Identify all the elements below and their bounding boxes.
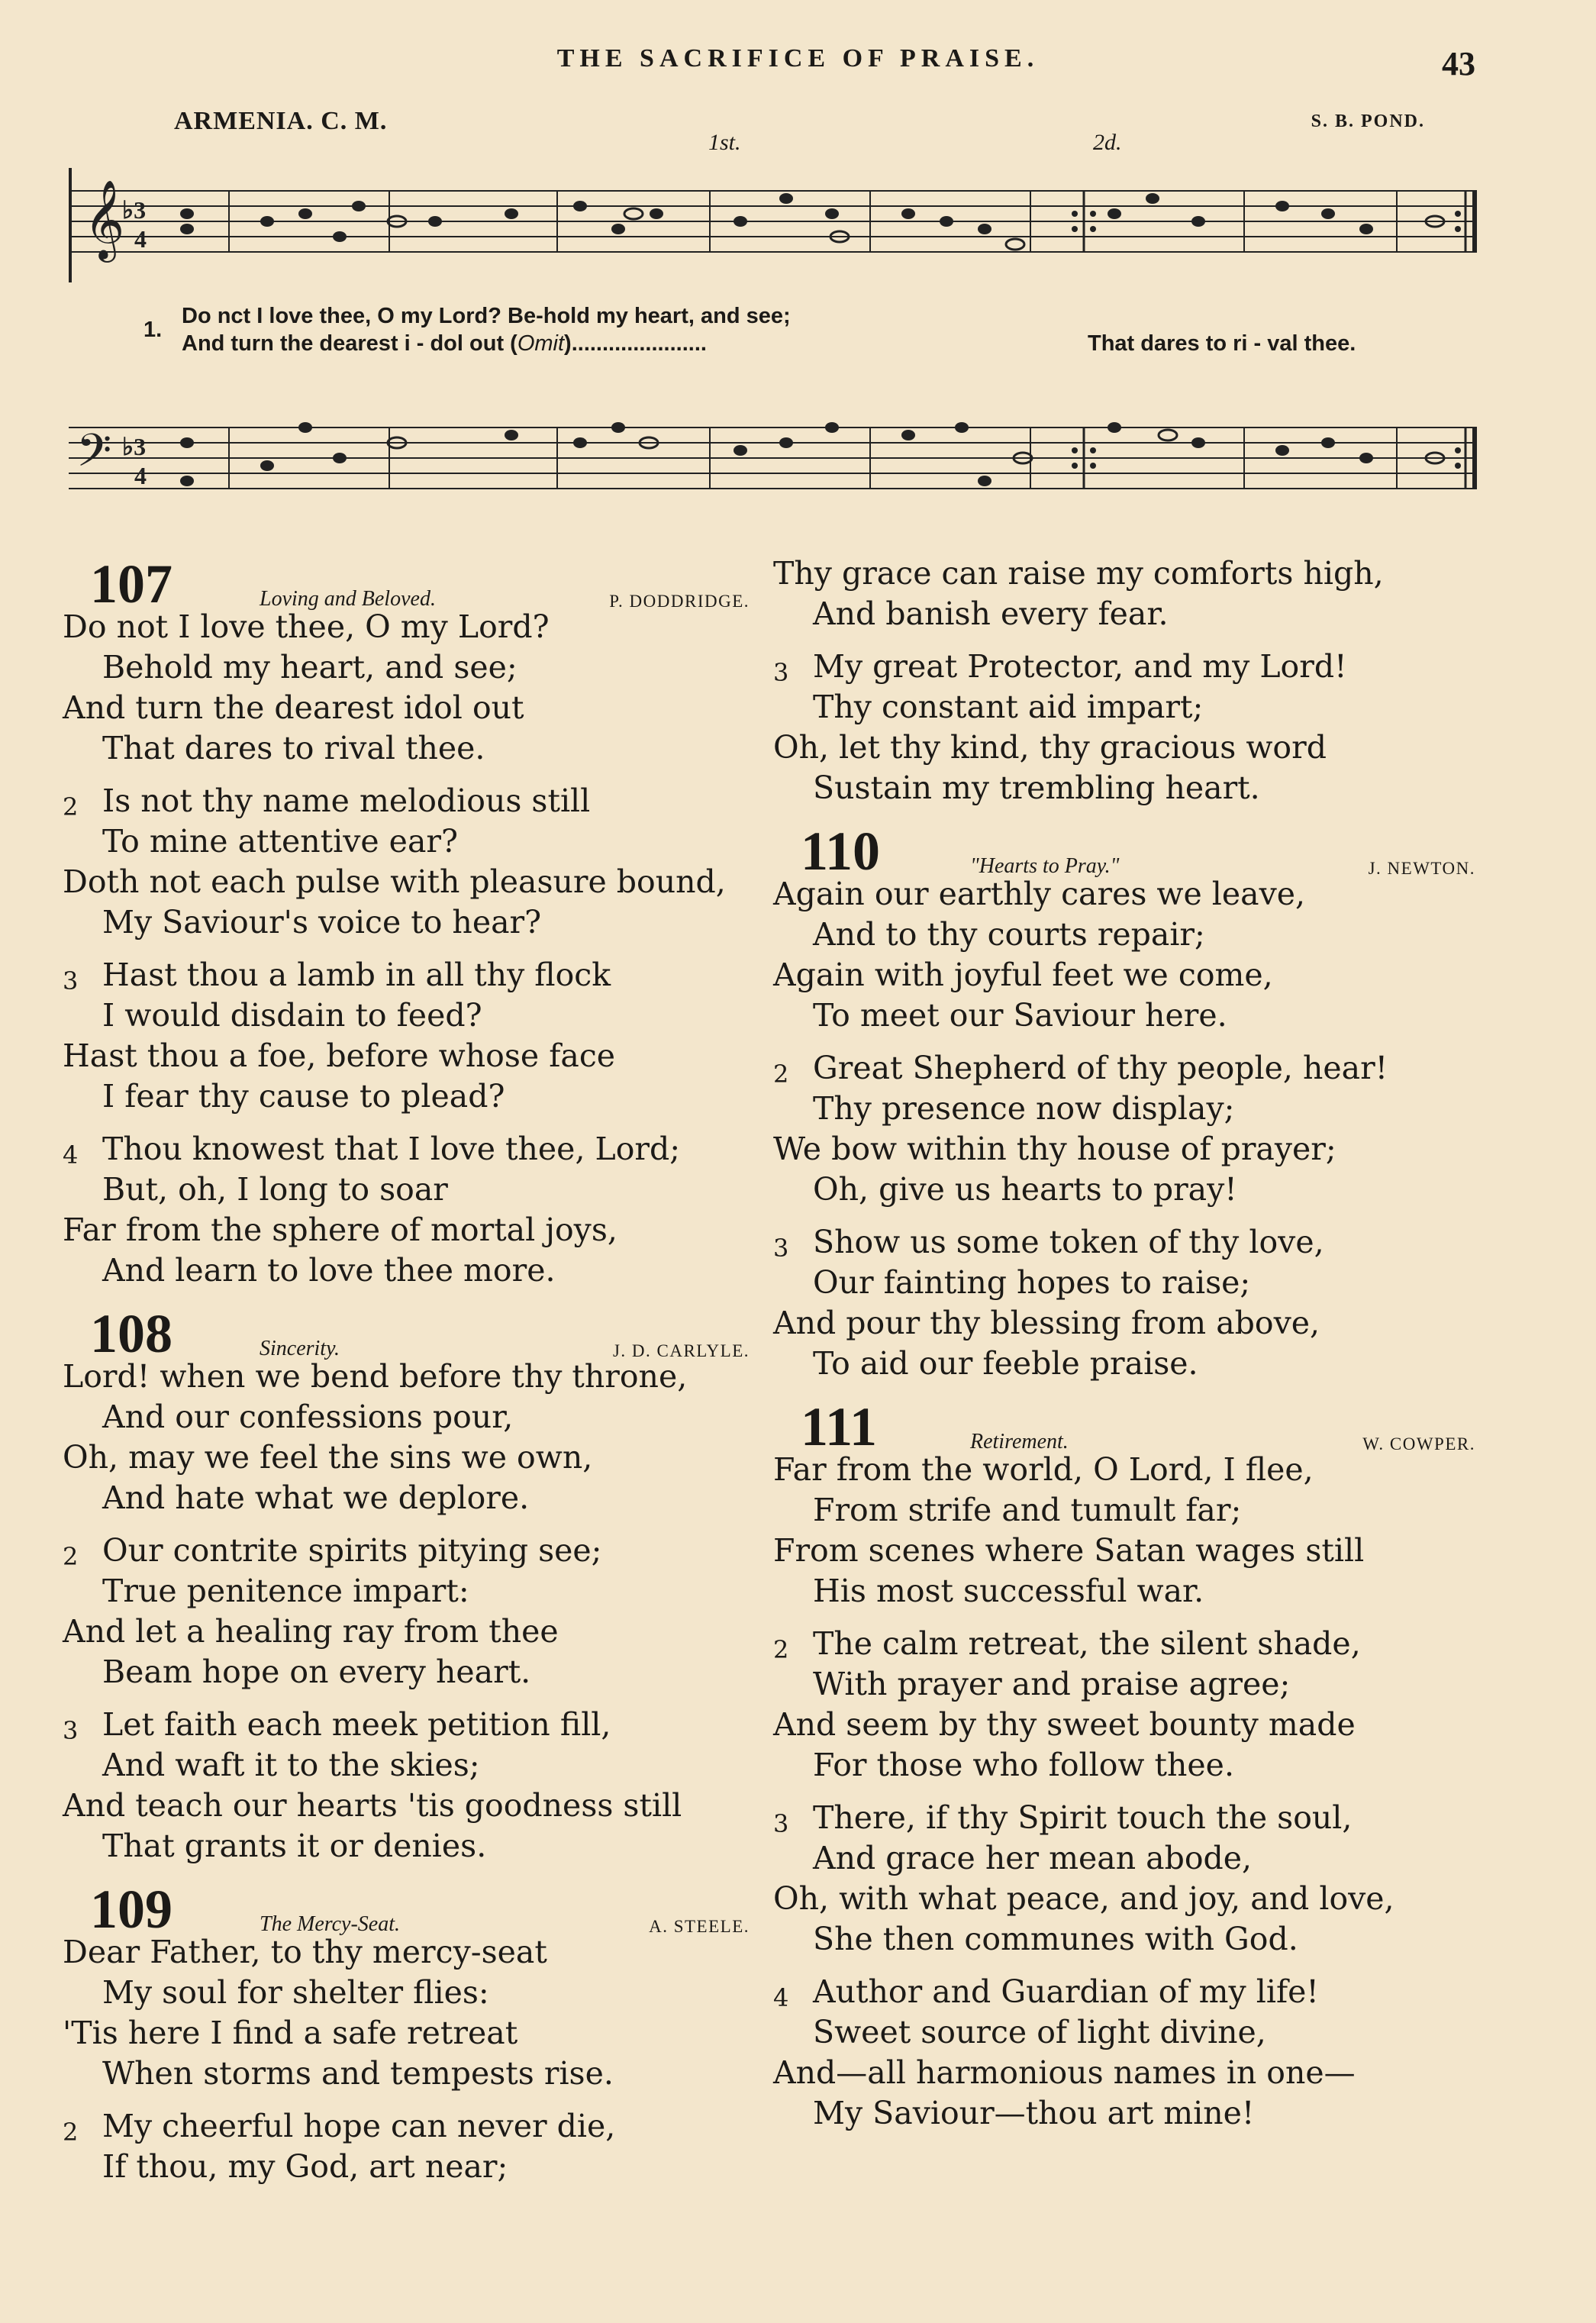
verse-line: Author and Guardian of my life! xyxy=(813,1973,1319,2010)
stanza-number: 2 xyxy=(773,1060,789,1089)
stanza xyxy=(773,553,1475,634)
stanza xyxy=(773,1798,1475,1960)
verse-line: And pour thy blessing from above, xyxy=(773,1305,1320,1341)
stanza xyxy=(63,607,750,769)
hymn-author: W. COWPER. xyxy=(1362,1434,1475,1453)
verse-line: Show us some token of thy love, xyxy=(813,1224,1324,1260)
hymn-111 xyxy=(773,1396,1475,2134)
lyric-line-2: And turn the dearest i - dol out ( xyxy=(182,331,517,356)
verse-line: And teach our hearts 'tis goodness still xyxy=(63,1787,682,1824)
running-head: THE SACRIFICE OF PRAISE. xyxy=(556,44,1040,73)
hymn-title: Retirement. xyxy=(970,1430,1069,1453)
verse-line: And seem by thy sweet bounty made xyxy=(773,1706,1356,1743)
verse-line: From strife and tumult far; xyxy=(813,1492,1242,1528)
stanza-number: 4 xyxy=(773,1983,789,2012)
lyric-verse-number: 1. xyxy=(143,318,163,342)
svg-text:♭3: ♭3 xyxy=(122,433,147,460)
verse-line: Doth not each pulse with pleasure bound, xyxy=(63,863,726,900)
verse-line: My Saviour—thou art mine! xyxy=(813,2095,1255,2131)
bass-staff xyxy=(69,412,1481,519)
stanza xyxy=(63,1531,750,1692)
left-column xyxy=(63,553,750,2199)
stanza xyxy=(773,1450,1475,1612)
stanza xyxy=(63,781,750,943)
verse-line: To aid our feeble praise. xyxy=(813,1345,1198,1382)
verse-line: To meet our Saviour here. xyxy=(813,997,1227,1034)
hymn-author: J. NEWTON. xyxy=(1368,859,1475,878)
verse-line: Far from the sphere of mortal joys, xyxy=(63,1212,617,1248)
verse-line: Our fainting hopes to raise; xyxy=(813,1264,1251,1301)
stanza xyxy=(773,874,1475,1036)
svg-text:𝄞: 𝄞 xyxy=(84,179,125,260)
verse-line: When storms and tempests rise. xyxy=(102,2055,614,2092)
hymn-number: 110 xyxy=(801,821,881,882)
stanza xyxy=(773,1222,1475,1384)
stanza-number: 2 xyxy=(63,2118,79,2147)
hymn-author: J. D. CARLYLE. xyxy=(612,1341,750,1360)
verse-line: There, if thy Spirit touch the soul, xyxy=(813,1799,1353,1836)
verse-line: His most successful war. xyxy=(813,1573,1204,1609)
verse-line: Beam hope on every heart. xyxy=(102,1654,531,1690)
verse-line: Thy constant aid impart; xyxy=(813,689,1204,725)
verse-line: Oh, may we feel the sins we own, xyxy=(63,1439,593,1476)
verse-line: My soul for shelter flies: xyxy=(102,1974,489,2011)
verse-line: To mine attentive ear? xyxy=(102,823,458,860)
stanza-number: 3 xyxy=(773,1234,789,1263)
hymn-author: P. DODDRIDGE. xyxy=(609,592,750,611)
verse-line: My cheerful hope can never die, xyxy=(102,2108,616,2144)
verse-line: From scenes where Satan wages still xyxy=(773,1532,1365,1569)
verse-line: Great Shepherd of thy people, hear! xyxy=(813,1050,1388,1086)
verse-line: And banish every fear. xyxy=(813,595,1169,632)
lyric-line-2-tail: That dares to ri - val thee. xyxy=(1088,331,1356,356)
verse-line: Lord! when we bend before thy throne, xyxy=(63,1358,688,1395)
verse-line: And grace her mean abode, xyxy=(813,1840,1253,1876)
hymn-author: A. STEELE. xyxy=(649,1917,750,1936)
verse-line: And turn the dearest idol out xyxy=(63,689,524,726)
verse-line: I would disdain to feed? xyxy=(102,997,482,1034)
stanza xyxy=(63,1357,750,1518)
verse-line: And our confessions pour, xyxy=(102,1399,514,1435)
verse-line: Dear Father, to thy mercy-seat xyxy=(63,1934,547,1970)
lyric-line-1: Do nct I love thee, O my Lord? Be-hold my heart, and see; xyxy=(182,304,791,328)
stanza-number: 3 xyxy=(63,1716,79,1745)
treble-staff xyxy=(69,168,1481,282)
right-column xyxy=(773,553,1475,2146)
stanza xyxy=(63,1932,750,2094)
svg-text:𝄢: 𝄢 xyxy=(76,424,112,488)
hymn-109-continued xyxy=(773,553,1475,808)
hymn-title: "Hearts to Pray." xyxy=(970,854,1120,878)
hymn-title: Sincerity. xyxy=(260,1337,340,1360)
verse-line: Again with joyful feet we come, xyxy=(773,957,1273,993)
verse-line: My great Protector, and my Lord! xyxy=(813,648,1347,685)
stanza xyxy=(773,647,1475,808)
verse-line: Again our earthly cares we leave, xyxy=(773,876,1306,912)
hymn-107 xyxy=(63,553,750,1291)
stanza-number: 2 xyxy=(63,792,79,821)
verse-line: True penitence impart: xyxy=(102,1573,469,1609)
verse-line: Oh, with what peace, and joy, and love, xyxy=(773,1880,1394,1917)
verse-line: That grants it or denies. xyxy=(102,1828,487,1864)
verse-line: My Saviour's voice to hear? xyxy=(102,904,542,940)
stanza-number: 3 xyxy=(63,966,79,995)
page-number: 43 xyxy=(1442,45,1475,82)
verse-line: And let a healing ray from thee xyxy=(63,1613,559,1650)
stanza-number: 2 xyxy=(773,1635,789,1664)
verse-line: Let faith each meek petition fill, xyxy=(102,1706,611,1743)
tune-composer: S. B. POND. xyxy=(1311,111,1425,131)
verse-line: Sustain my trembling heart. xyxy=(813,769,1260,806)
verse-line: 'Tis here I find a safe retreat xyxy=(63,2015,518,2051)
verse-line: And to thy courts repair; xyxy=(813,916,1205,953)
verse-line: Do not I love thee, O my Lord? xyxy=(63,608,550,645)
hymn-title: Loving and Beloved. xyxy=(260,587,436,611)
svg-text:4: 4 xyxy=(134,462,147,489)
stanza xyxy=(63,2106,750,2187)
verse-line: Oh, let thy kind, thy gracious word xyxy=(773,729,1327,766)
stanza-number: 3 xyxy=(773,658,789,687)
verse-line: Thy presence now display; xyxy=(813,1090,1235,1127)
hymn-109 xyxy=(63,1879,750,2187)
stanza-number: 4 xyxy=(63,1141,79,1170)
verse-line: Thou knowest that I love thee, Lord; xyxy=(102,1131,681,1167)
verse-line: Hast thou a foe, before whose face xyxy=(63,1037,616,1074)
verse-line: She then communes with God. xyxy=(813,1921,1298,1957)
stanza-number: 2 xyxy=(63,1542,79,1571)
verse-line: That dares to rival thee. xyxy=(102,730,485,766)
verse-line: Thy grace can raise my comforts high, xyxy=(773,555,1384,592)
stanza-number: 3 xyxy=(773,1809,789,1838)
tune-lyrics xyxy=(143,304,1449,359)
svg-text:4: 4 xyxy=(134,225,147,253)
verse-line: Behold my heart, and see; xyxy=(102,649,517,686)
verse-line: We bow within thy house of prayer; xyxy=(773,1131,1336,1167)
hymn-number: 107 xyxy=(90,553,172,615)
verse-line: With prayer and praise agree; xyxy=(813,1666,1291,1702)
verse-line: The calm retreat, the silent shade, xyxy=(813,1625,1361,1662)
stanza xyxy=(773,1048,1475,1210)
first-ending-label: 1st. xyxy=(708,130,741,155)
hymn-number: 109 xyxy=(90,1879,172,1940)
hymn-108 xyxy=(63,1303,750,1866)
hymn-110 xyxy=(773,821,1475,1384)
verse-line: I fear thy cause to plead? xyxy=(102,1078,505,1115)
svg-text:♭3: ♭3 xyxy=(122,196,147,224)
verse-line: Our contrite spirits pitying see; xyxy=(102,1532,602,1569)
verse-line: And waft it to the skies; xyxy=(102,1747,480,1783)
lyric-omit: Omit xyxy=(517,331,565,356)
verse-line: Sweet source of light divine, xyxy=(813,2014,1266,2050)
hymn-number: 111 xyxy=(801,1396,878,1457)
verse-line: Oh, give us hearts to pray! xyxy=(813,1171,1237,1208)
verse-line: If thou, my God, art near; xyxy=(102,2148,508,2185)
verse-line: And—all harmonious names in one— xyxy=(773,2054,1356,2091)
verse-line: But, oh, I long to soar xyxy=(102,1171,448,1208)
verse-line: Is not thy name melodious still xyxy=(102,782,591,819)
verse-line: And learn to love thee more. xyxy=(102,1252,556,1289)
tune-name: ARMENIA. C. M. xyxy=(174,107,388,135)
second-ending-label: 2d. xyxy=(1093,130,1122,155)
stanza xyxy=(773,1624,1475,1786)
stanza xyxy=(773,1972,1475,2134)
stanza xyxy=(63,1705,750,1866)
verse-line: Far from the world, O Lord, I flee, xyxy=(773,1451,1314,1488)
lyric-line-2-dots: )...................... xyxy=(564,331,707,356)
verse-line: For those who follow thee. xyxy=(813,1747,1234,1783)
stanza xyxy=(63,955,750,1117)
verse-line: And hate what we deplore. xyxy=(102,1479,530,1516)
hymn-title: The Mercy-Seat. xyxy=(260,1912,400,1936)
verse-line: Hast thou a lamb in all thy flock xyxy=(102,957,611,993)
stanza xyxy=(63,1129,750,1291)
hymn-number: 108 xyxy=(90,1303,172,1364)
